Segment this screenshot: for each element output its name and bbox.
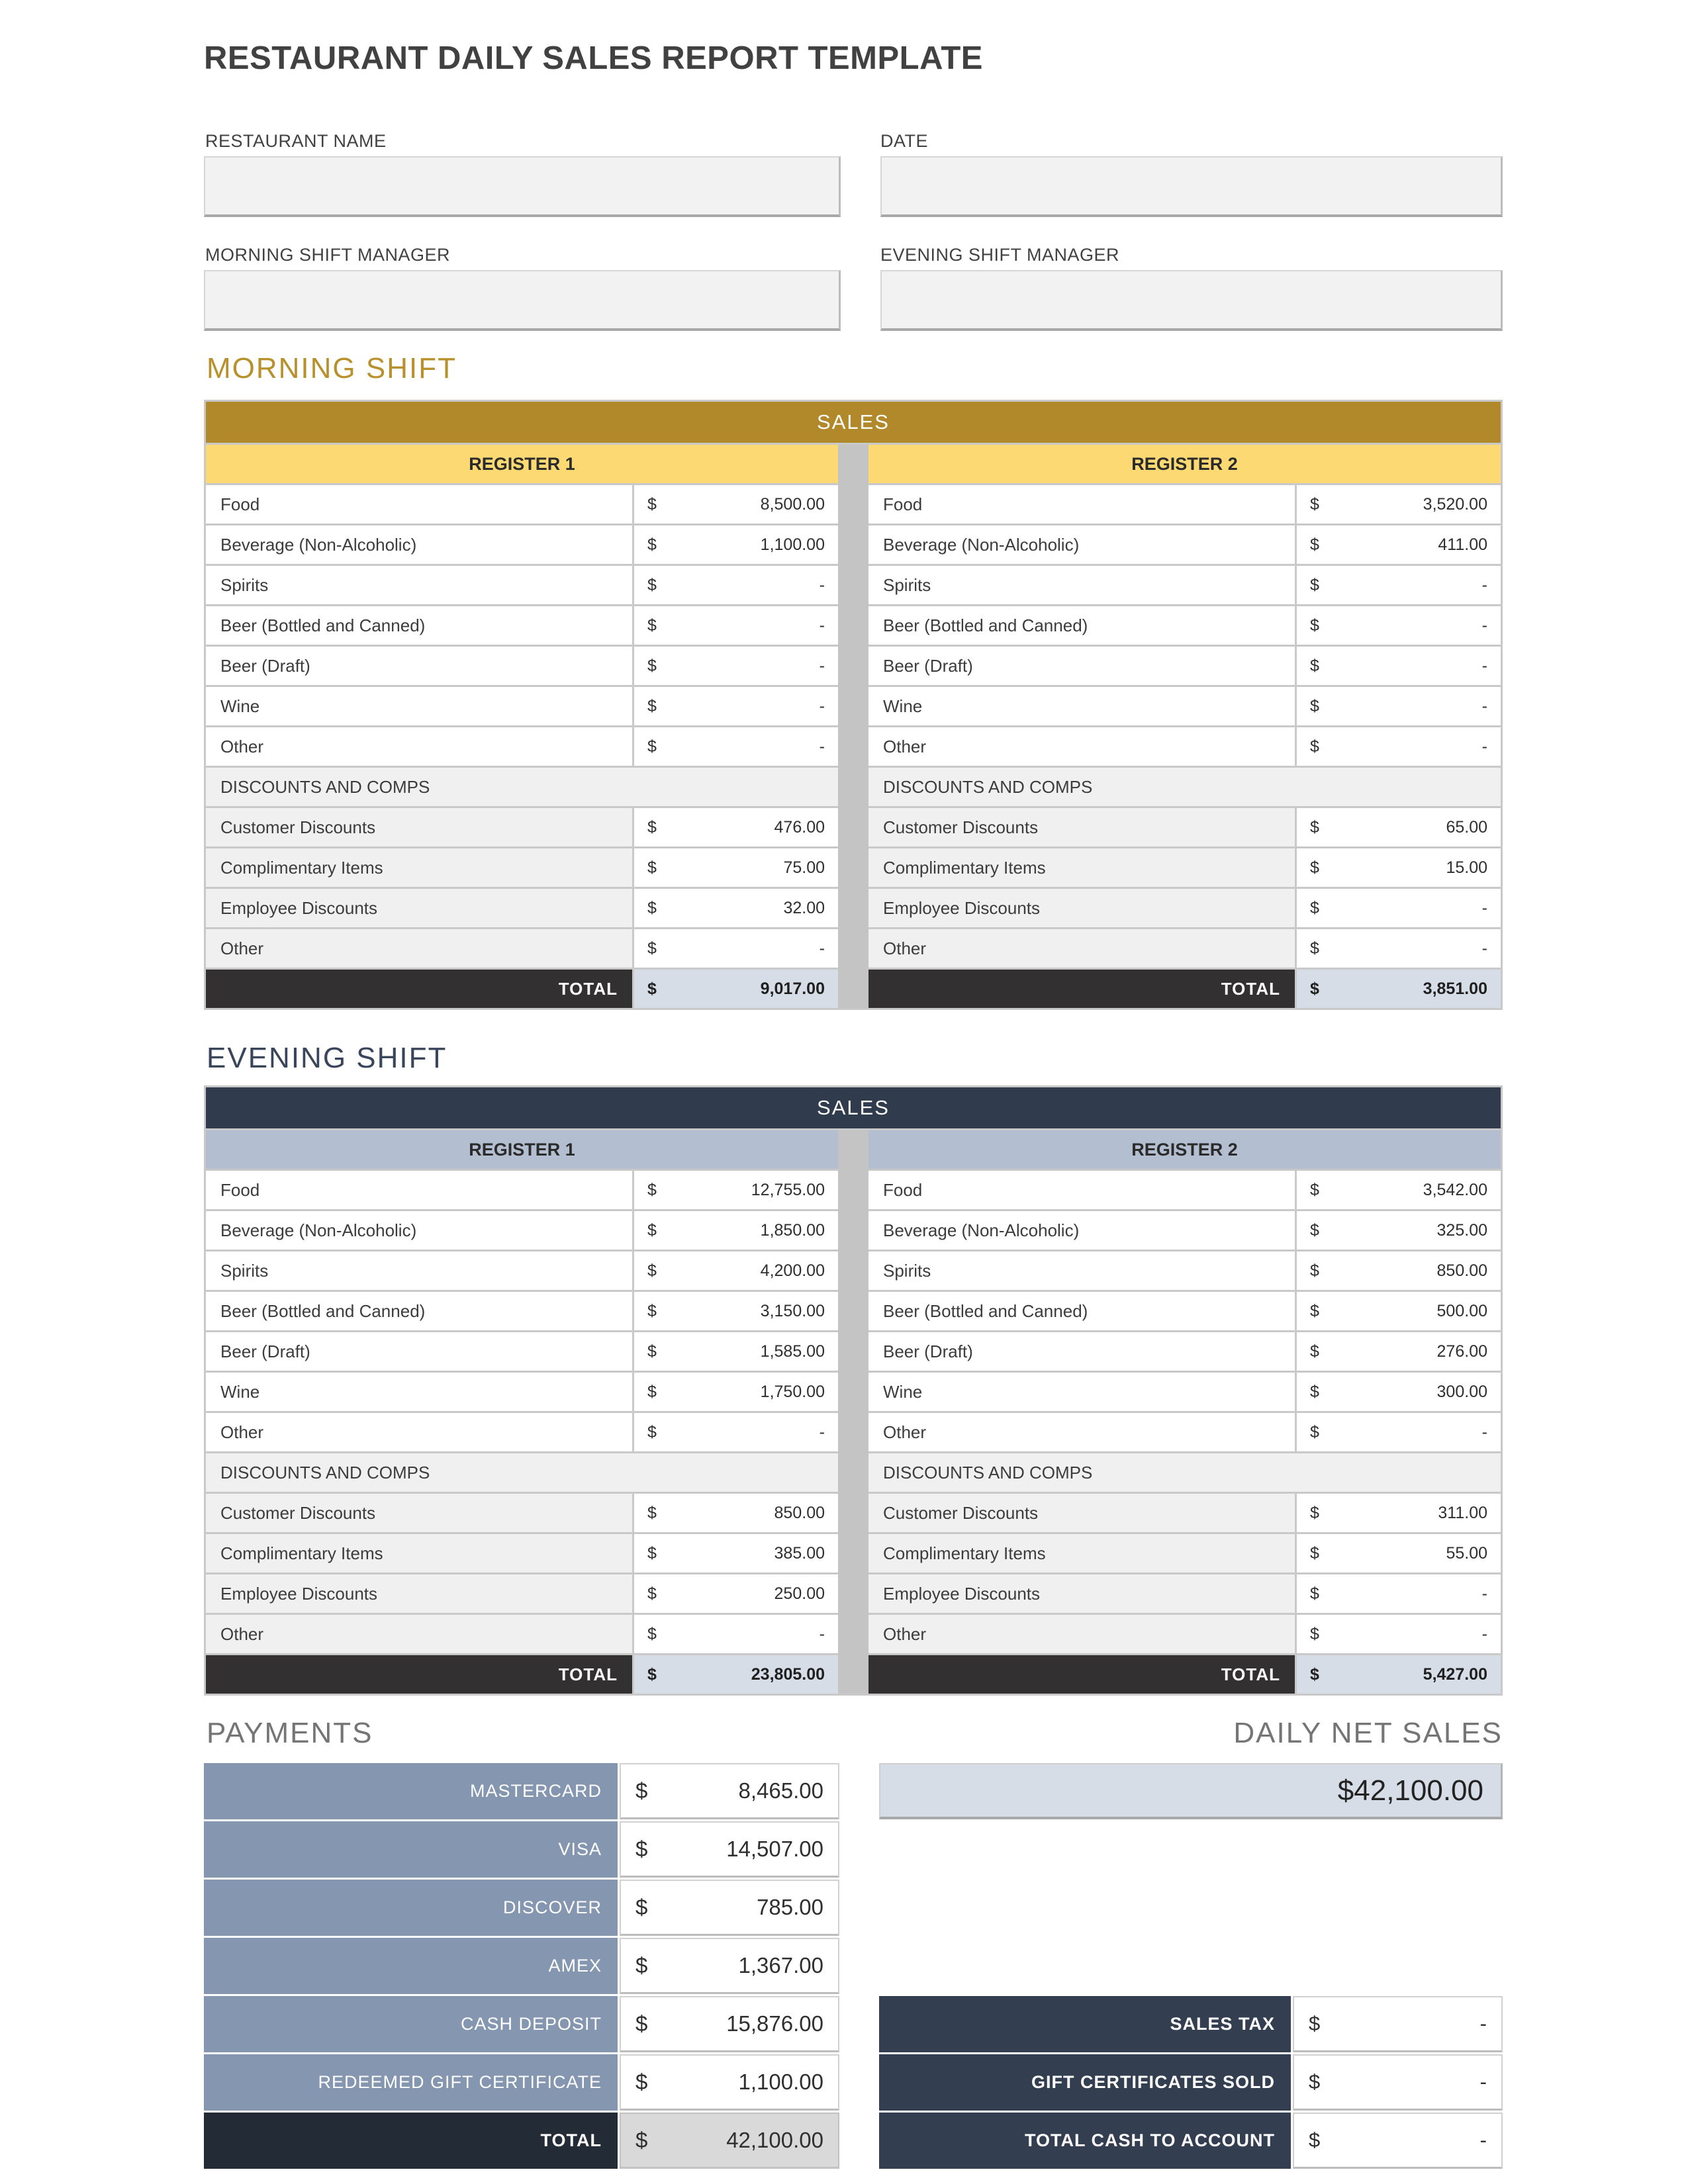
amount-value: 311.00 [1438,1503,1487,1522]
discount-amount-cell[interactable] [1297,848,1501,887]
currency-symbol: $ [647,1220,657,1240]
currency-symbol: $ [647,535,657,554]
amount-value: 250.00 [774,1584,825,1603]
summary-row [879,2054,1503,2111]
currency-symbol: $ [1310,898,1319,917]
sales-amount-cell[interactable] [634,727,838,766]
sales-row-label: Other [206,727,632,766]
daily-net-sales-heading: DAILY NET SALES [1233,1717,1503,1749]
register-header: REGISTER 1 [206,1130,838,1169]
currency-symbol: $ [647,1301,657,1320]
sales-amount-cell[interactable] [1297,566,1501,604]
restaurant-name-input[interactable] [204,156,841,217]
discount-amount-cell[interactable] [1297,1574,1501,1613]
currency-symbol: $ [1310,1664,1319,1684]
sales-row-label: Beer (Draft) [868,647,1295,685]
register-divider [838,445,868,1008]
sales-row-label: Beer (Draft) [206,647,632,685]
sales-row-label: Food [868,485,1295,523]
amount-value: 4,200.00 [760,1261,825,1280]
currency-symbol: $ [647,979,657,998]
currency-symbol: $ [1310,1301,1319,1320]
register-header: REGISTER 2 [868,1130,1501,1169]
register-header: REGISTER 1 [206,445,838,483]
currency-symbol: $ [1310,979,1319,998]
amount-value: 55.00 [1446,1543,1487,1563]
sales-row-label: Beer (Bottled and Canned) [206,606,632,645]
amount-value: - [819,1422,825,1441]
discount-row-label: Complimentary Items [868,1534,1295,1572]
currency-symbol: $ [635,1837,648,1861]
amount-value: 850.00 [1436,1261,1487,1280]
discount-amount-cell[interactable] [1297,1615,1501,1653]
currency-symbol: $ [1310,615,1319,635]
amount-value: - [819,615,825,635]
currency-symbol: $ [647,494,657,514]
discount-row-label: Employee Discounts [206,889,632,927]
amount-value: - [819,696,825,715]
currency-symbol: $ [1309,2070,1321,2093]
payment-label: MASTERCARD [204,1763,618,1819]
discounts-header: DISCOUNTS AND COMPS [868,768,1501,806]
payment-row [204,1996,839,2052]
evening-sales-table [204,1085,1503,1696]
currency-symbol: $ [1310,1382,1319,1401]
amount-value: 32.00 [783,898,825,917]
discounts-header: DISCOUNTS AND COMPS [206,768,838,806]
amount-value: 476.00 [774,817,825,837]
currency-symbol: $ [647,1543,657,1563]
currency-symbol: $ [647,1624,657,1643]
currency-symbol: $ [635,1953,648,1978]
amount-value: - [1479,2012,1487,2035]
total-amount-value: 9,017.00 [760,979,825,998]
amount-value: 3,150.00 [760,1301,825,1320]
payment-amount-cell[interactable] [620,1763,839,1819]
amount-value: - [1481,1624,1487,1643]
payment-label: REDEEMED GIFT CERTIFICATE [204,2054,618,2111]
amount-value: 276.00 [1436,1342,1487,1361]
currency-symbol: $ [647,1503,657,1522]
amount-value: 3,520.00 [1423,494,1487,514]
morning-sales-table [204,400,1503,1010]
currency-symbol: $ [635,2070,648,2094]
sales-row-label: Other [868,1413,1295,1451]
currency-symbol: $ [1310,737,1319,756]
amount-value: 3,542.00 [1423,1180,1487,1199]
sales-row-label: Spirits [868,566,1295,604]
payment-label: CASH DEPOSIT [204,1996,618,2052]
sales-amount-cell[interactable] [1297,525,1501,564]
currency-symbol: $ [647,1261,657,1280]
daily-net-sales-value [879,1763,1503,1819]
total-amount-value: 3,851.00 [1423,979,1487,998]
currency-symbol: $ [1310,656,1319,675]
sales-row-label: Food [206,485,632,523]
discount-row-label: Complimentary Items [206,848,632,887]
sales-amount-cell[interactable] [1297,1251,1501,1290]
sales-amount-cell[interactable] [1297,606,1501,645]
sales-amount-cell[interactable] [1297,1413,1501,1451]
discount-amount-cell[interactable] [1297,808,1501,846]
currency-symbol: $ [647,1180,657,1199]
currency-symbol: $ [1310,1543,1319,1563]
amount-value: 75.00 [783,858,825,877]
amount-value: - [819,656,825,675]
discount-row-label: Customer Discounts [868,1494,1295,1532]
amount-value: 15.00 [1446,858,1487,877]
discount-amount-cell[interactable] [634,1615,838,1653]
total-amount-value: 5,427.00 [1423,1664,1487,1684]
amount-value: - [819,1624,825,1643]
currency-symbol: $ [647,696,657,715]
amount-value: 8,465.00 [738,1778,823,1803]
total-row-label: TOTAL [868,1655,1295,1694]
currency-symbol: $ [1309,2012,1321,2035]
amount-value: 1,367.00 [738,1953,823,1978]
discount-amount-cell[interactable] [634,1494,838,1532]
amount-value: - [1479,2128,1487,2152]
sales-row-label: Beer (Bottled and Canned) [206,1292,632,1330]
total-row-label: TOTAL [206,970,632,1008]
sales-row-label: Wine [868,1373,1295,1411]
sales-amount-cell[interactable] [634,606,838,645]
discount-amount-cell[interactable] [1297,929,1501,968]
amount-value: - [1481,656,1487,675]
total-row-label: TOTAL [868,970,1295,1008]
discount-amount-cell[interactable] [634,808,838,846]
discount-amount-cell[interactable] [1297,1534,1501,1572]
sales-amount-cell[interactable] [634,1413,838,1451]
sales-amount-cell[interactable] [634,1211,838,1250]
payment-label: VISA [204,1821,618,1878]
sales-amount-cell[interactable] [1297,485,1501,523]
payment-label: AMEX [204,1938,618,1994]
register-divider [838,1130,868,1694]
summary-row [879,1996,1503,2052]
sales-row-label: Spirits [206,566,632,604]
sales-row-label: Other [868,727,1295,766]
sales-row-label: Spirits [206,1251,632,1290]
amount-value: 300.00 [1436,1382,1487,1401]
amount-value: - [1481,1422,1487,1441]
sales-amount-cell[interactable] [1297,647,1501,685]
sales-row-label: Wine [868,687,1295,725]
sales-row-label: Wine [206,1373,632,1411]
total-amount-cell [634,970,838,1008]
sales-row-label: Food [868,1171,1295,1209]
payment-label: DISCOVER [204,1880,618,1936]
currency-symbol: $ [635,1895,648,1919]
sales-amount-cell[interactable] [634,525,838,564]
discount-row-label: Employee Discounts [868,1574,1295,1613]
total-row-label: TOTAL [206,1655,632,1694]
amount-value: 325.00 [1436,1220,1487,1240]
evening-shift-manager-input[interactable] [880,270,1503,331]
currency-symbol: $ [1310,494,1319,514]
payment-amount-cell[interactable] [620,2054,839,2111]
amount-value: 411.00 [1438,535,1487,554]
sales-section-header: SALES [206,1087,1501,1128]
currency-symbol: $ [635,1778,648,1803]
currency-symbol: $ [635,2128,648,2152]
amount-value: 500.00 [1436,1301,1487,1320]
discount-amount-cell[interactable] [634,1574,838,1613]
sales-amount-cell[interactable] [1297,1373,1501,1411]
daily-net-sales-amount: $42,100.00 [1337,1774,1483,1807]
discount-amount-cell[interactable] [634,929,838,968]
amount-value: 1,850.00 [760,1220,825,1240]
discount-amount-cell[interactable] [634,1534,838,1572]
total-cash-to-account-amount-cell[interactable] [1293,2113,1503,2169]
amount-value: 42,100.00 [726,2128,823,2152]
currency-symbol: $ [1310,1342,1319,1361]
sales-amount-cell[interactable] [1297,1211,1501,1250]
total-amount-cell [634,1655,838,1694]
total-amount-cell [1297,1655,1501,1694]
sales-amount-cell[interactable] [1297,727,1501,766]
total-amount-value: 23,805.00 [751,1664,825,1684]
summary-row [879,2113,1503,2169]
sales-amount-cell[interactable] [634,1251,838,1290]
discount-row-label: Complimentary Items [868,848,1295,887]
sales-section-header: SALES [206,402,1501,443]
summary-table [879,1996,1503,2169]
amount-value: 14,507.00 [726,1837,823,1861]
morning-register-2 [868,445,1501,1008]
evening-register-1 [206,1130,838,1694]
discount-row-label: Other [206,929,632,968]
report-content [204,0,1503,2184]
currency-symbol: $ [647,1342,657,1361]
sales-amount-cell[interactable] [634,485,838,523]
sales-amount-cell[interactable] [634,1332,838,1371]
payment-amount-cell[interactable] [620,1938,839,1994]
currency-symbol: $ [1310,1220,1319,1240]
date-label: DATE [880,131,929,151]
payment-row [204,2054,839,2111]
currency-symbol: $ [647,1664,657,1684]
currency-symbol: $ [647,575,657,594]
evening-register-2 [868,1130,1501,1694]
sales-row-label: Beer (Bottled and Canned) [868,606,1295,645]
total-amount-cell [1297,970,1501,1008]
discount-row-label: Customer Discounts [206,1494,632,1532]
sales-row-label: Beer (Bottled and Canned) [868,1292,1295,1330]
discount-row-label: Employee Discounts [206,1574,632,1613]
sales-tax-amount-cell[interactable] [1293,1996,1503,2052]
currency-symbol: $ [1310,1584,1319,1603]
amount-value: - [1481,696,1487,715]
discount-row-label: Other [868,1615,1295,1653]
morning-shift-heading: MORNING SHIFT [207,352,457,385]
sales-amount-cell[interactable] [1297,1332,1501,1371]
discount-row-label: Other [206,1615,632,1653]
currency-symbol: $ [647,1382,657,1401]
currency-symbol: $ [647,858,657,877]
sales-tax-label: SALES TAX [879,1996,1291,2052]
gift-certificates-sold-label: GIFT CERTIFICATES SOLD [879,2054,1291,2111]
currency-symbol: $ [1310,1180,1319,1199]
currency-symbol: $ [1310,1503,1319,1522]
page-title: RESTAURANT DAILY SALES REPORT TEMPLATE [204,40,983,76]
discount-row-label: Customer Discounts [868,808,1295,846]
discount-row-label: Complimentary Items [206,1534,632,1572]
date-input[interactable] [880,156,1503,217]
sales-row-label: Other [206,1413,632,1451]
sales-row-label: Beer (Draft) [206,1332,632,1371]
sales-row-label: Spirits [868,1251,1295,1290]
sales-amount-cell[interactable] [1297,1292,1501,1330]
discounts-header: DISCOUNTS AND COMPS [868,1453,1501,1492]
currency-symbol: $ [647,737,657,756]
amount-value: 15,876.00 [726,2011,823,2036]
amount-value: 1,750.00 [760,1382,825,1401]
currency-symbol: $ [635,2011,648,2036]
gift-certificates-sold-amount-cell[interactable] [1293,2054,1503,2111]
currency-symbol: $ [1310,535,1319,554]
morning-register-1 [206,445,838,1008]
discount-row-label: Other [868,929,1295,968]
amount-value: 1,100.00 [738,2070,823,2094]
sales-row-label: Beverage (Non-Alcoholic) [868,525,1295,564]
amount-value: 8,500.00 [760,494,825,514]
sales-amount-cell[interactable] [1297,687,1501,725]
amount-value: - [1481,615,1487,635]
amount-value: - [819,575,825,594]
sales-amount-cell[interactable] [634,566,838,604]
sales-row-label: Food [206,1171,632,1209]
currency-symbol: $ [1310,696,1319,715]
sales-row-label: Beverage (Non-Alcoholic) [206,1211,632,1250]
currency-symbol: $ [1310,1261,1319,1280]
discount-row-label: Customer Discounts [206,808,632,846]
discount-amount-cell[interactable] [1297,1494,1501,1532]
amount-value: - [1481,1584,1487,1603]
total-cash-to-account-label: TOTAL CASH TO ACCOUNT [879,2113,1291,2169]
sales-amount-cell[interactable] [1297,1171,1501,1209]
sales-amount-cell[interactable] [634,1171,838,1209]
currency-symbol: $ [1310,938,1319,958]
currency-symbol: $ [647,938,657,958]
currency-symbol: $ [647,1422,657,1441]
amount-value: - [1481,898,1487,917]
evening-shift-heading: EVENING SHIFT [207,1042,447,1074]
payments-total-label: TOTAL [204,2113,618,2169]
payment-amount-cell[interactable] [620,1880,839,1936]
sales-amount-cell[interactable] [634,647,838,685]
register-header: REGISTER 2 [868,445,1501,483]
discounts-header: DISCOUNTS AND COMPS [206,1453,838,1492]
currency-symbol: $ [1310,817,1319,837]
payment-row [204,1821,839,1878]
discount-amount-cell[interactable] [634,848,838,887]
discount-amount-cell[interactable] [634,889,838,927]
amount-value: 65.00 [1446,817,1487,837]
payment-row [204,1880,839,1936]
sales-row-label: Beer (Draft) [868,1332,1295,1371]
payment-row [204,1763,839,1819]
sales-amount-cell[interactable] [634,687,838,725]
restaurant-name-label: RESTAURANT NAME [205,131,387,151]
currency-symbol: $ [647,615,657,635]
sales-amount-cell[interactable] [634,1373,838,1411]
payment-amount-cell[interactable] [620,1996,839,2052]
amount-value: - [1479,2070,1487,2093]
sales-amount-cell[interactable] [634,1292,838,1330]
amount-value: - [1481,575,1487,594]
discount-row-label: Employee Discounts [868,889,1295,927]
sales-row-label: Beverage (Non-Alcoholic) [868,1211,1295,1250]
amount-value: - [1481,737,1487,756]
amount-value: - [819,938,825,958]
payment-row [204,1938,839,1994]
amount-value: 12,755.00 [751,1180,825,1199]
payments-total-row [204,2113,839,2169]
discount-amount-cell[interactable] [1297,889,1501,927]
payments-total-amount-cell [620,2113,839,2169]
currency-symbol: $ [1310,575,1319,594]
currency-symbol: $ [1310,858,1319,877]
evening-shift-manager-label: EVENING SHIFT MANAGER [880,245,1120,265]
payments-heading: PAYMENTS [207,1717,373,1749]
currency-symbol: $ [1309,2128,1321,2152]
amount-value: 850.00 [774,1503,825,1522]
sales-row-label: Wine [206,687,632,725]
currency-symbol: $ [647,817,657,837]
amount-value: 1,585.00 [760,1342,825,1361]
amount-value: - [819,737,825,756]
currency-symbol: $ [647,898,657,917]
morning-shift-manager-label: MORNING SHIFT MANAGER [205,245,451,265]
currency-symbol: $ [1310,1422,1319,1441]
amount-value: - [1481,938,1487,958]
amount-value: 1,100.00 [760,535,825,554]
morning-shift-manager-input[interactable] [204,270,841,331]
amount-value: 385.00 [774,1543,825,1563]
payment-amount-cell[interactable] [620,1821,839,1878]
currency-symbol: $ [1310,1624,1319,1643]
currency-symbol: $ [647,656,657,675]
currency-symbol: $ [647,1584,657,1603]
amount-value: 785.00 [757,1895,823,1919]
payments-table [204,1763,839,2169]
sales-row-label: Beverage (Non-Alcoholic) [206,525,632,564]
